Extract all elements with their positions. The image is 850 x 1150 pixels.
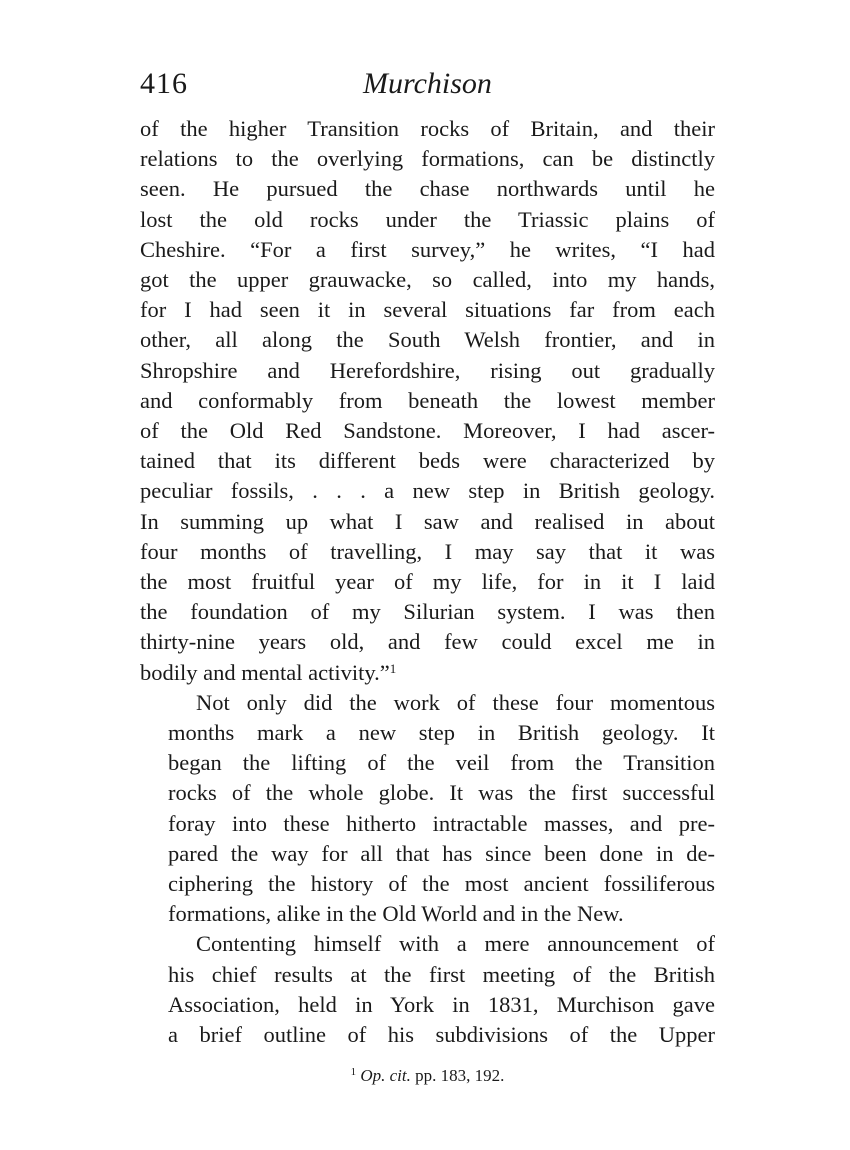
text-line: tained that its different beds were characterized by	[140, 448, 715, 474]
page-number: 416	[140, 67, 188, 100]
text-line: Cheshire. “For a first survey,” he writes, “I had	[140, 236, 715, 262]
paragraph	[140, 929, 715, 1050]
text-line: ciphering the history of the most ancient fossiliferous	[168, 871, 715, 897]
text-line: Contenting himself with a mere announcement of	[196, 931, 715, 957]
footnote-pages: pp. 183, 192.	[415, 1066, 505, 1085]
text-line: Not only did the work of these four momentous	[196, 689, 715, 715]
text-line: pared the way for all that has since been done in de-	[168, 840, 715, 866]
paragraph	[140, 688, 715, 930]
text-line: a brief outline of his subdivisions of the Upper	[168, 1022, 715, 1048]
text-line: months mark a new step in British geology. It	[168, 720, 715, 746]
text-line: and conformably from beneath the lowest member	[140, 387, 715, 413]
text-line: four months of travelling, I may say that it was	[140, 538, 715, 564]
text-line: peculiar fossils, . . . a new step in British geology.	[140, 478, 715, 504]
text-line: formations, alike in the Old World and in the New.	[168, 901, 624, 927]
text-line: began the lifting of the veil from the Transition	[168, 750, 715, 776]
text-line: of the Old Red Sandstone. Moreover, I had ascer-	[140, 418, 715, 444]
text-line: the most fruitful year of my life, for in it I laid	[140, 569, 715, 595]
footnote-reference: 1	[389, 660, 397, 676]
body-text	[140, 114, 715, 1050]
text-line: his chief results at the first meeting of the British	[168, 961, 715, 987]
text-line: Association, held in York in 1831, Murchison gave	[168, 991, 715, 1017]
text-line: In summing up what I saw and realised in about	[140, 508, 715, 534]
text-line: lost the old rocks under the Triassic plains of	[140, 206, 715, 232]
text-line: foray into these hitherto intractable masses, and pre-	[168, 810, 715, 836]
text-line: other, all along the South Welsh frontier, and in	[140, 327, 715, 353]
text-line: seen. He pursued the chase northwards until he	[140, 176, 715, 202]
footnote-citation: Op. cit.	[360, 1066, 411, 1085]
text-line: got the upper grauwacke, so called, into my hands,	[140, 267, 715, 293]
footnote-marker: 1	[350, 1066, 357, 1078]
text-line: the foundation of my Silurian system. I was then	[140, 599, 715, 625]
paragraph	[140, 114, 715, 688]
footnote	[140, 1064, 715, 1088]
page-header	[140, 64, 715, 104]
text-line: thirty-nine years old, and few could excel me in	[140, 629, 715, 655]
text-line: rocks of the whole globe. It was the first successful	[168, 780, 715, 806]
text-line: relations to the overlying formations, can be distinctly	[140, 146, 715, 172]
running-title: Murchison	[363, 67, 492, 100]
text-line: of the higher Transition rocks of Britain, and their	[140, 116, 715, 141]
text-line: for I had seen it in several situations far from each	[140, 297, 715, 323]
text-line: Shropshire and Herefordshire, rising out gradually	[140, 357, 715, 383]
text-line: bodily and mental activity.”	[140, 659, 390, 685]
